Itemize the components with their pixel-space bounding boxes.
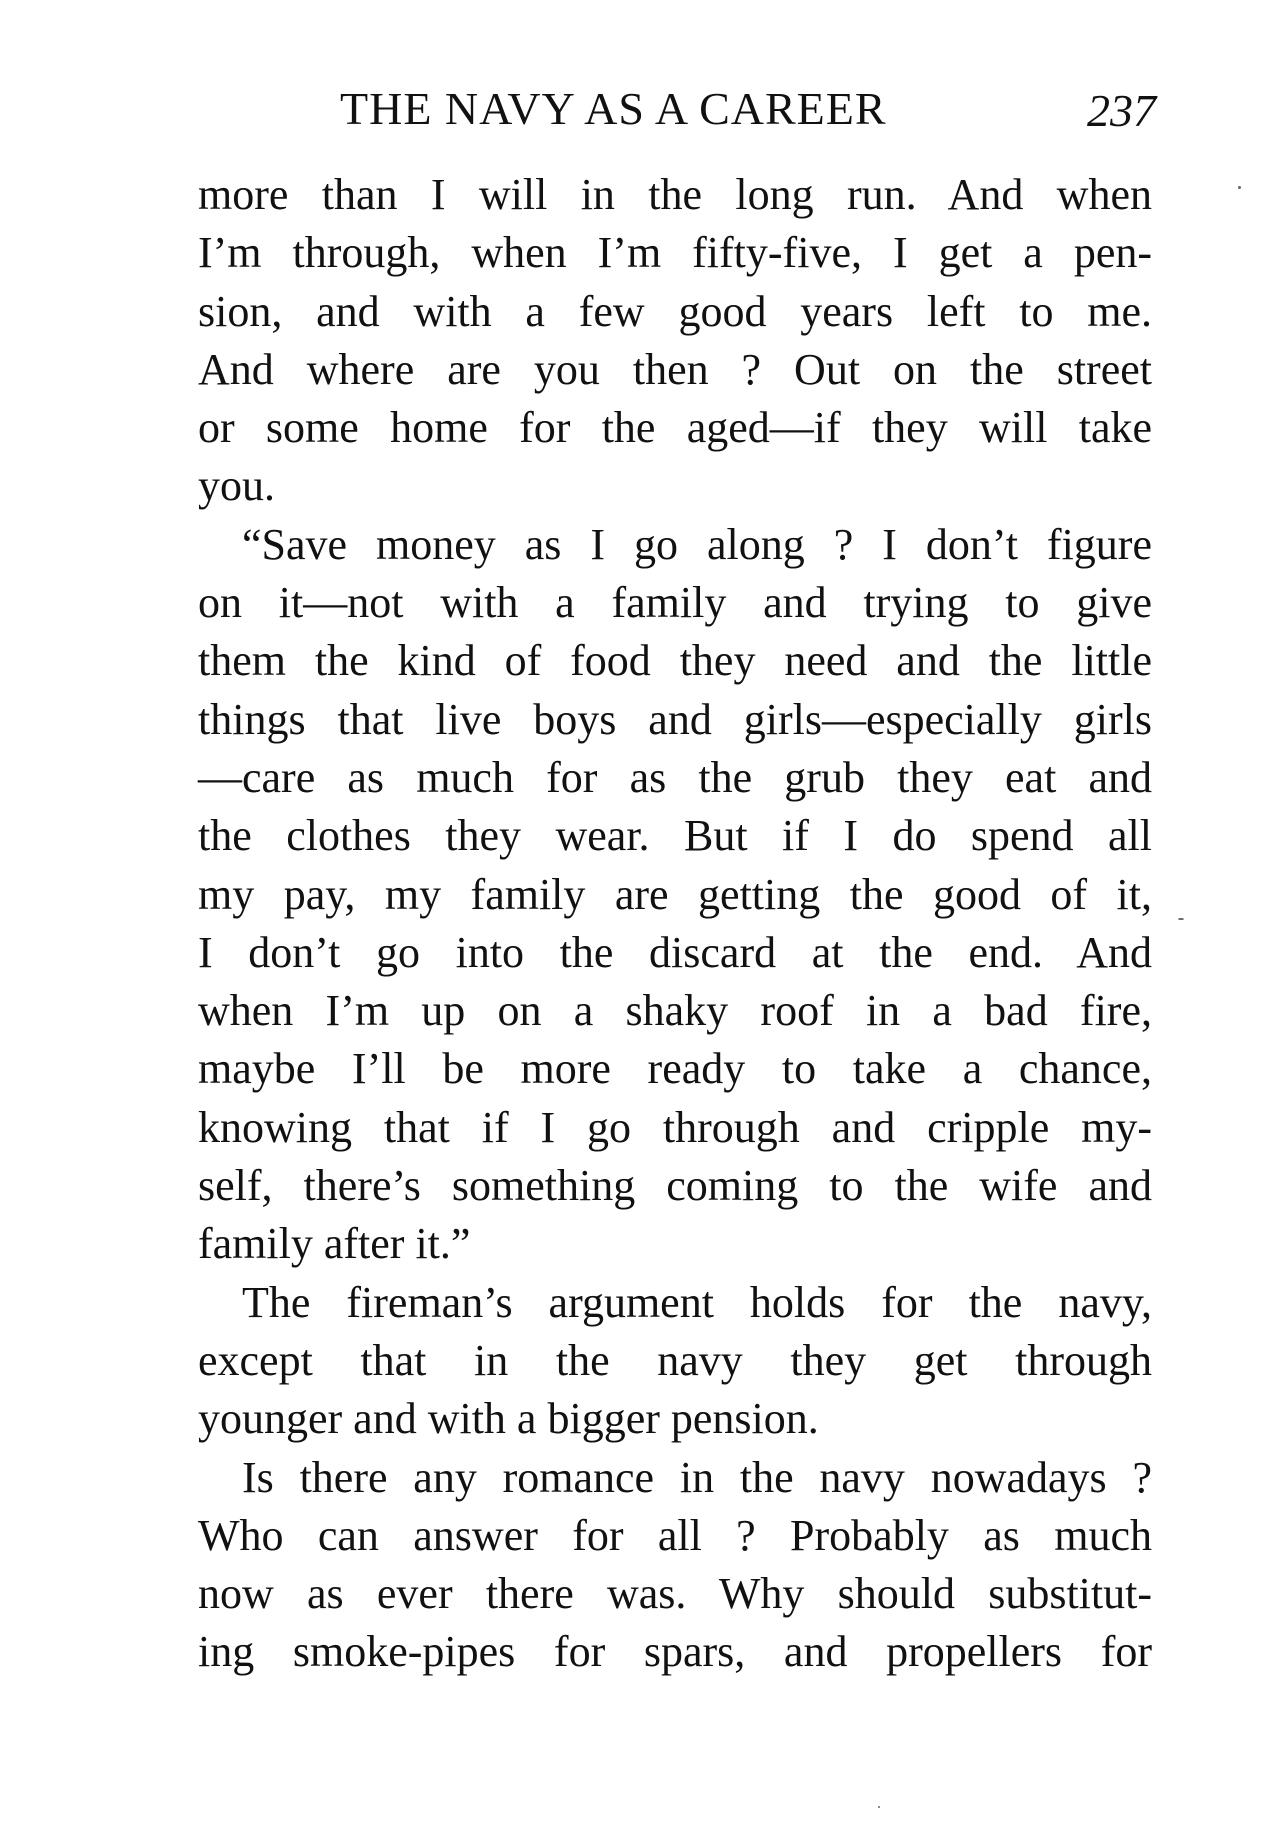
text-line: Who can answer for all ? Probably as much <box>198 1510 1152 1560</box>
text-line: family after it.” <box>198 1219 471 1269</box>
text-line: now as ever there was. Why should substitut- <box>198 1569 1152 1619</box>
text-line: self, there’s something coming to the wife and <box>198 1161 1152 1211</box>
paper-speck <box>1238 186 1241 189</box>
text-line: sion, and with a few good years left to me. <box>198 286 1152 336</box>
text-line: things that live boys and girls—especially girls <box>198 694 1152 744</box>
text-line: when I’m up on a shaky roof in a bad fire, <box>198 986 1152 1036</box>
text-line: —care as much for as the grub they eat and <box>198 752 1152 802</box>
running-title: THE NAVY AS A CAREER <box>340 83 887 134</box>
text-line: Is there any romance in the navy nowadays ? <box>242 1452 1152 1502</box>
text-line: And where are you then ? Out on the street <box>198 344 1152 394</box>
text-line: The fireman’s argument holds for the navy, <box>242 1277 1152 1327</box>
page-header <box>198 82 1156 142</box>
paper-speck <box>878 1806 880 1808</box>
text-line: except that in the navy they get through <box>198 1335 1152 1385</box>
text-line: them the kind of food they need and the little <box>198 636 1152 686</box>
text-line: more than I will in the long run. And when <box>198 170 1152 219</box>
page-number: 237 <box>1087 85 1156 136</box>
text-line: knowing that if I go through and cripple my- <box>198 1102 1152 1152</box>
text-line: younger and with a bigger pension. <box>198 1394 819 1444</box>
paper-speck <box>1178 918 1184 920</box>
text-line: or some home for the aged—if they will take <box>198 403 1152 453</box>
text-line: maybe I’ll be more ready to take a chance, <box>198 1044 1152 1094</box>
text-line: I don’t go into the discard at the end. And <box>198 927 1152 977</box>
text-line: ing smoke-pipes for spars, and propellers for <box>198 1627 1152 1677</box>
text-line: the clothes they wear. But if I do spend all <box>198 811 1152 861</box>
text-line: I’m through, when I’m fifty-five, I get a pen- <box>198 228 1152 278</box>
text-line: you. <box>198 461 275 511</box>
text-line: my pay, my family are getting the good of it, <box>198 869 1152 919</box>
text-line: on it—not with a family and trying to give <box>198 578 1152 628</box>
body-text <box>198 166 1152 1682</box>
text-line: “Save money as I go along ? I don’t figure <box>242 519 1152 569</box>
